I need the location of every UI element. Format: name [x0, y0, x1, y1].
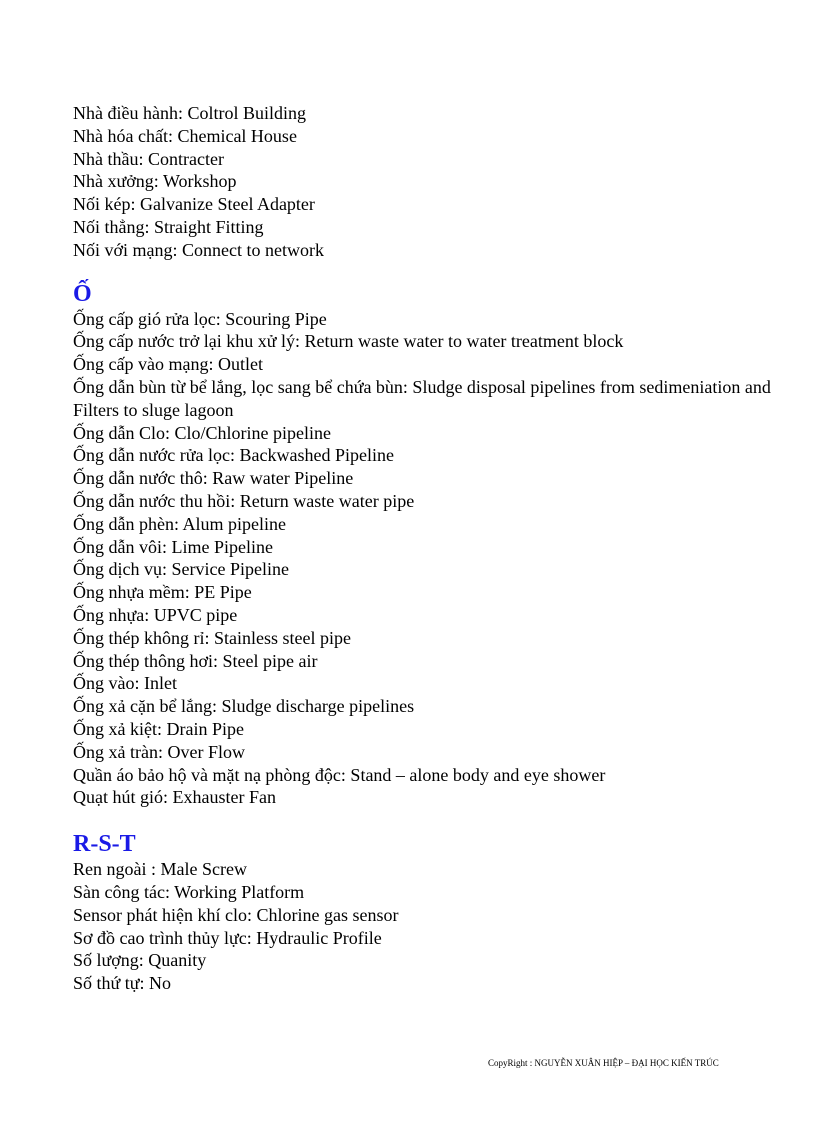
section-heading: Ố — [73, 280, 92, 307]
glossary-entry: Sensor phát hiện khí clo: Chlorine gas sensor — [73, 904, 399, 925]
document-page — [73, 102, 783, 995]
glossary-entry: Nhà điều hành: Coltrol Building — [73, 103, 306, 123]
glossary-entry: Quạt hút gió: Exhauster Fan — [73, 787, 276, 808]
section-n — [73, 102, 783, 262]
glossary-entry: Ống dẫn vôi: Lime Pipeline — [73, 536, 273, 557]
glossary-entry: Nhà thầu: Contracter — [73, 148, 224, 169]
section-entries — [73, 858, 783, 995]
glossary-entry: Ống thép thông hơi: Steel pipe air — [73, 650, 318, 671]
glossary-entry: Ống dẫn nước thô: Raw water Pipeline — [73, 468, 354, 489]
glossary-entry: Quần áo bảo hộ và mặt nạ phòng độc: Stand – alone body and eye shower — [73, 764, 606, 785]
glossary-entry: Ống dịch vụ: Service Pipeline — [73, 559, 289, 580]
glossary-entry: Ống dẫn Clo: Clo/Chlorine pipeline — [73, 422, 331, 443]
glossary-entry: Nối với mạng: Connect to network — [73, 239, 324, 260]
glossary-entry: Ống dẫn bùn từ bể lắng, lọc sang bể chứa bùn: Sludge disposal pipelines from sedimeniation and Filters to sluge lagoon — [73, 376, 771, 420]
glossary-entry: Ống cấp gió rửa lọc: Scouring Pipe — [73, 308, 327, 329]
glossary-entry: Ống xả cặn bể lắng: Sludge discharge pipelines — [73, 696, 415, 717]
glossary-entry: Ống dẫn phèn: Alum pipeline — [73, 513, 286, 534]
section-entries — [73, 308, 783, 810]
glossary-entry: Ống xả kiệt: Drain Pipe — [73, 718, 244, 739]
section-r-s-t — [73, 830, 783, 995]
glossary-entry: Ống dẫn nước rửa lọc: Backwashed Pipeline — [73, 445, 394, 466]
glossary-entry: Ống nhựa mềm: PE Pipe — [73, 582, 252, 603]
glossary-entry: Ren ngoài : Male Screw — [73, 859, 247, 880]
glossary-entry: Ống cấp vào mạng: Outlet — [73, 354, 263, 375]
glossary-entry: Sàn công tác: Working Platform — [73, 881, 305, 902]
glossary-entry: Ống vào: Inlet — [73, 673, 177, 694]
copyright-footer: CopyRight : NGUYỄN XUÂN HIỆP – ĐẠI HỌC KIẾN TRÚC — [488, 1058, 719, 1068]
glossary-entry: Ống cấp nước trở lại khu xử lý: Return waste water to water treatment block — [73, 331, 624, 352]
glossary-entry: Sơ đồ cao trình thủy lực: Hydraulic Profile — [73, 927, 382, 948]
glossary-entry: Ống xả tràn: Over Flow — [73, 741, 245, 762]
glossary-entry: Số thứ tự: No — [73, 973, 172, 994]
glossary-entry: Ống dẫn nước thu hồi: Return waste water pipe — [73, 490, 415, 511]
glossary-entry: Nối thẳng: Straight Fitting — [73, 216, 264, 237]
glossary-entry: Nhà hóa chất: Chemical House — [73, 125, 297, 146]
glossary-entry: Ống nhựa: UPVC pipe — [73, 604, 238, 625]
glossary-entry: Số lượng: Quanity — [73, 950, 207, 971]
section-o — [73, 280, 783, 810]
glossary-entry: Ống thép không rỉ: Stainless steel pipe — [73, 627, 351, 648]
glossary-entry: Nhà xưởng: Workshop — [73, 171, 237, 192]
section-entries — [73, 102, 783, 262]
section-heading: R-S-T — [73, 831, 136, 858]
glossary-entry: Nối kép: Galvanize Steel Adapter — [73, 194, 315, 215]
